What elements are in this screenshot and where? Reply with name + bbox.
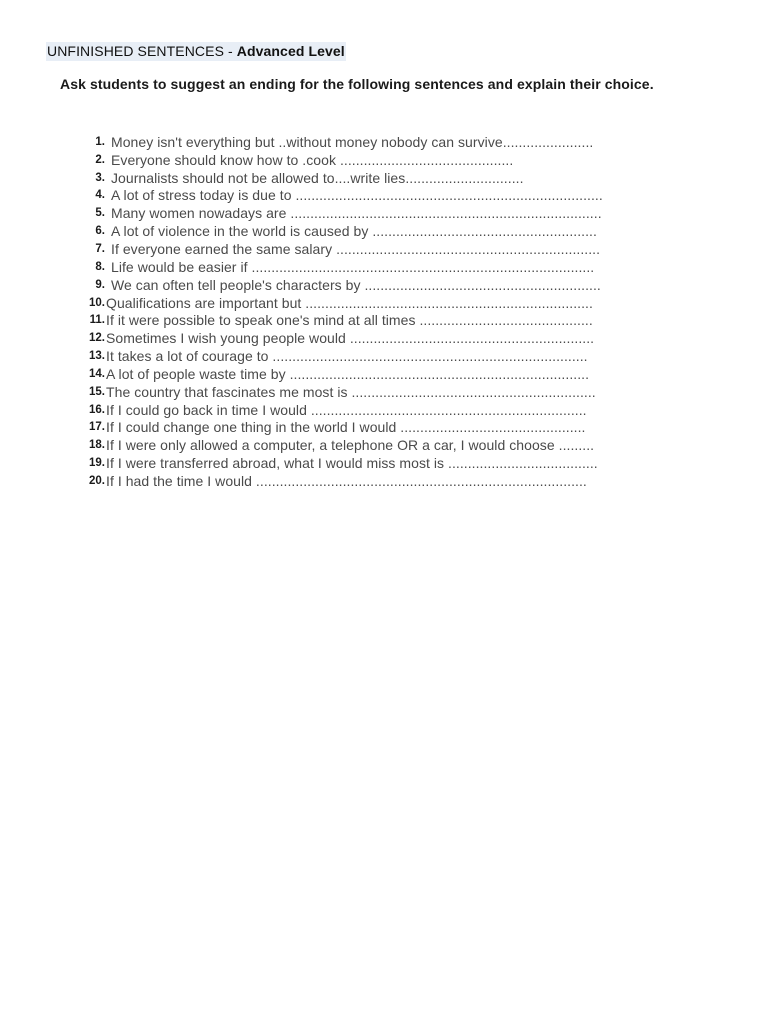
list-item xyxy=(70,329,670,347)
list-item xyxy=(70,258,670,276)
list-item xyxy=(70,454,670,472)
sentence-text: If I were transferred abroad, what I would miss most is ...................................... xyxy=(106,455,598,472)
sentence-text: Life would be easier if ....................................................................................... xyxy=(111,258,595,275)
list-item xyxy=(70,419,670,437)
sentence-list xyxy=(70,133,670,490)
list-item xyxy=(70,436,670,454)
sentence-text: If I could go back in time I would ...................................................................... xyxy=(106,401,587,418)
list-item xyxy=(70,240,670,258)
list-item xyxy=(70,151,670,169)
list-item xyxy=(70,187,670,205)
sentence-text: Sometimes I wish young people would .............................................................. xyxy=(106,330,595,347)
list-item xyxy=(70,347,670,365)
item-number: 3. xyxy=(95,171,105,184)
item-number: 17. xyxy=(89,421,105,434)
list-item xyxy=(70,169,670,187)
item-number: 14. xyxy=(89,367,105,380)
sentence-text: If I were only allowed a computer, a telephone OR a car, I would choose ......... xyxy=(106,437,595,454)
item-number: 18. xyxy=(89,439,105,452)
list-item xyxy=(70,222,670,240)
page-title xyxy=(46,42,346,61)
sentence-text: We can often tell people's characters by ............................................................ xyxy=(111,276,601,293)
sentence-text: Everyone should know how to .cook ............................................ xyxy=(111,151,514,168)
list-item xyxy=(70,401,670,419)
item-number: 2. xyxy=(95,153,105,166)
list-item xyxy=(70,365,670,383)
item-number: 11. xyxy=(89,314,105,327)
item-number: 15. xyxy=(89,385,105,398)
item-number: 20. xyxy=(89,474,105,487)
sentence-text: A lot of violence in the world is caused by ......................................................... xyxy=(111,223,597,240)
item-number: 7. xyxy=(95,242,105,255)
list-item xyxy=(70,276,670,294)
sentence-text: A lot of stress today is due to .............................................................................. xyxy=(111,187,603,204)
instructions: Ask students to suggest an ending for the following sentences and explain their choice. xyxy=(60,76,654,92)
item-number: 19. xyxy=(89,457,105,470)
item-number: 8. xyxy=(95,260,105,273)
sentence-text: Money isn't everything but ..without money nobody can survive....................... xyxy=(111,133,594,150)
sentence-text: If I could change one thing in the world I would ............................................... xyxy=(106,419,586,436)
list-item xyxy=(70,204,670,222)
sentence-text: If I had the time I would .................................................................................... xyxy=(106,472,587,489)
sentence-text: Journalists should not be allowed to....write lies.............................. xyxy=(111,169,524,186)
sentence-text: The country that fascinates me most is .............................................................. xyxy=(106,383,596,400)
sentence-text: Qualifications are important but ......................................................................... xyxy=(106,294,593,311)
list-item xyxy=(70,472,670,490)
sentence-text: Many women nowadays are ............................................................................... xyxy=(111,205,602,222)
item-number: 5. xyxy=(95,207,105,220)
sentence-text: If it were possible to speak one's mind at all times ............................................ xyxy=(106,312,593,329)
item-number: 4. xyxy=(95,189,105,202)
list-item xyxy=(70,294,670,312)
list-item xyxy=(70,311,670,329)
sentence-text: If everyone earned the same salary ................................................................... xyxy=(111,240,601,257)
list-item xyxy=(70,383,670,401)
item-number: 16. xyxy=(89,403,105,416)
item-number: 9. xyxy=(95,278,105,291)
item-number: 10. xyxy=(89,296,105,309)
sentence-text: It takes a lot of courage to ................................................................................ xyxy=(106,348,588,365)
title-main: UNFINISHED SENTENCES - xyxy=(47,43,237,59)
list-item xyxy=(70,133,670,151)
sentence-text: A lot of people waste time by ............................................................................ xyxy=(106,365,590,382)
item-number: 6. xyxy=(95,225,105,238)
title-level: Advanced Level xyxy=(236,43,345,59)
item-number: 12. xyxy=(89,332,105,345)
item-number: 13. xyxy=(89,350,105,363)
item-number: 1. xyxy=(95,135,105,148)
